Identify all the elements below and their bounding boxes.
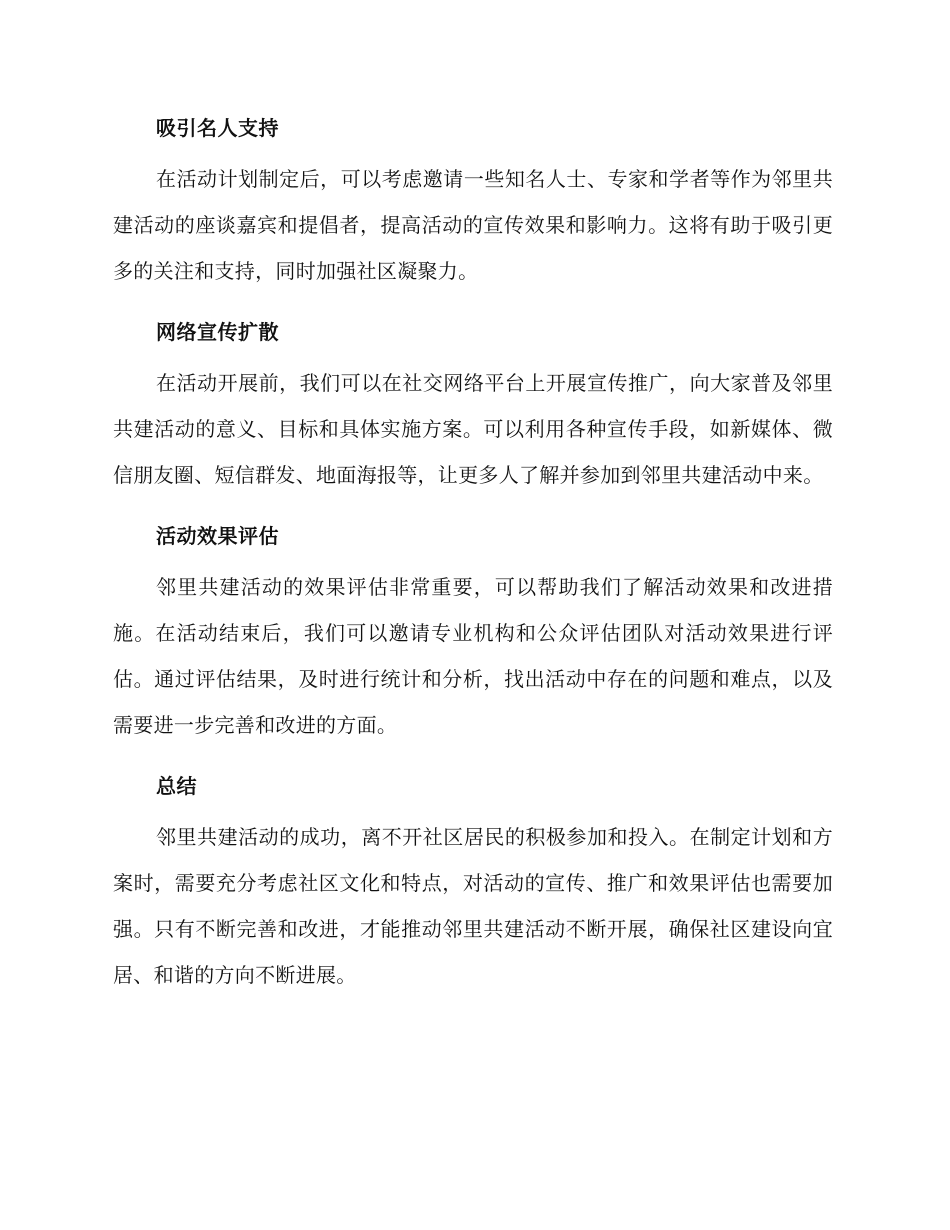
section-paragraph-summary: 邻里共建活动的成功，离不开社区居民的积极参加和投入。在制定计划和方案时，需要充分考虑社区文化和特点，对活动的宣传、推广和效果评估也需要加强。只有不断完善和改进，才能推动邻里共建活动不断开展，确保社区建设向宜居、和谐的方向不断进展。 — [113, 825, 833, 987]
document-content — [113, 104, 833, 1012]
section-heading-celebrity-support: 吸引名人支持 — [156, 116, 279, 140]
section-heading-online-promotion: 网络宣传扩散 — [156, 320, 279, 344]
section-paragraph-celebrity-support: 在活动计划制定后，可以考虑邀请一些知名人士、专家和学者等作为邻里共建活动的座谈嘉宾和提倡者，提高活动的宣传效果和影响力。这将有助于吸引更多的关注和支持，同时加强社区凝聚力。 — [113, 167, 833, 283]
section-heading-summary: 总结 — [156, 774, 197, 798]
section-heading-effect-evaluation: 活动效果评估 — [156, 524, 279, 548]
section-paragraph-effect-evaluation: 邻里共建活动的效果评估非常重要，可以帮助我们了解活动效果和改进措施。在活动结束后，我们可以邀请专业机构和公众评估团队对活动效果进行评估。通过评估结果，及时进行统计和分析，找出活动中存在的问题和难点，以及需要进一步完善和改进的方面。 — [113, 575, 833, 737]
section-paragraph-online-promotion: 在活动开展前，我们可以在社交网络平台上开展宣传推广，向大家普及邻里共建活动的意义、目标和具体实施方案。可以利用各种宣传手段，如新媒体、微信朋友圈、短信群发、地面海报等，让更多人了解并参加到邻里共建活动中来。 — [113, 371, 833, 487]
